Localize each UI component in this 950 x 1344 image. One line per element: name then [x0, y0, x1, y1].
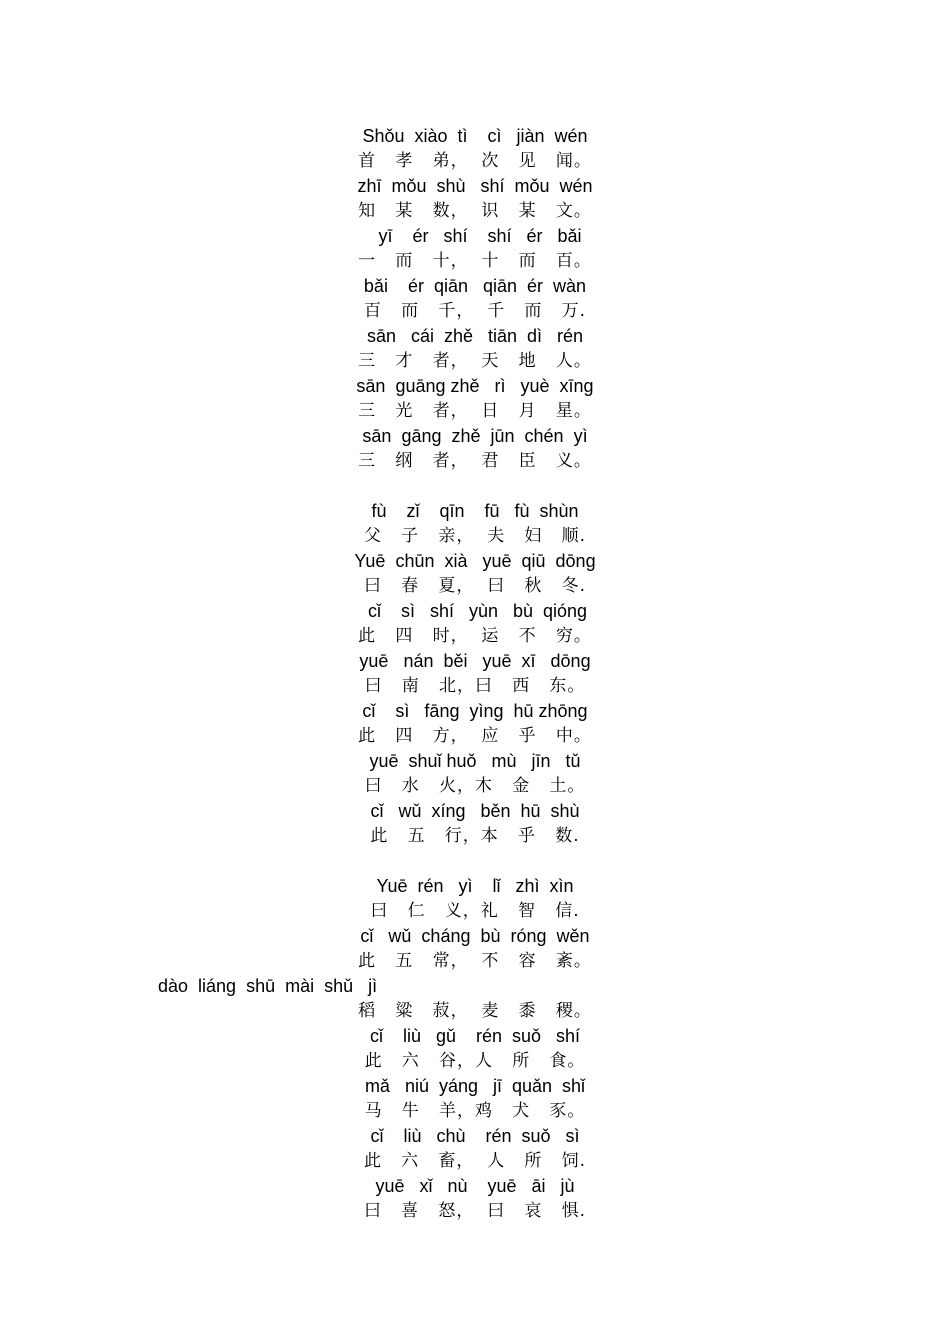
pinyin-line: cǐ wǔ cháng bù róng wěn [360, 926, 590, 946]
pinyin-line: cǐ sì fāng yìng hū zhōng [362, 701, 588, 721]
hanzi-line: 知 某 数， 识 某 文。 [358, 201, 592, 221]
pinyin-line: sān gāng zhě jūn chén yì [362, 426, 588, 446]
hanzi-line: 此 四 方， 应 乎 中。 [358, 726, 592, 746]
pinyin-line: zhī mǒu shù shí mǒu wén [357, 176, 593, 196]
pinyin-line: yuē xǐ nù yuē āi jù [375, 1176, 575, 1196]
hanzi-line: 此 六 畜， 人 所 饲. [363, 1151, 587, 1171]
hanzi-line: 曰 春 夏， 曰 秋 冬. [363, 576, 587, 596]
hanzi-line: 父 子 亲， 夫 妇 顺. [363, 526, 587, 546]
hanzi-line: 三 才 者， 天 地 人。 [358, 351, 592, 371]
hanzi-line: 一 而 十， 十 而 百。 [358, 251, 592, 271]
hanzi-line: 三 纲 者， 君 臣 义。 [358, 451, 592, 471]
hanzi-line: 此 六 谷，人 所 食。 [364, 1051, 586, 1071]
hanzi-line: 马 牛 羊，鸡 犬 豕。 [364, 1101, 586, 1121]
pinyin-line: Yuē chūn xià yuē qiū dōng [354, 551, 596, 571]
pinyin-line: fù zǐ qīn fū fù shùn [371, 501, 579, 521]
pinyin-line: yī ér shí shí ér bǎi [368, 226, 582, 246]
stanza-3 [0, 874, 950, 1224]
pinyin-line: cǐ wǔ xíng běn hū shù [370, 801, 580, 821]
hanzi-line: 曰 仁 义，礼 智 信. [370, 901, 580, 921]
pinyin-line: sān cái zhě tiān dì rén [366, 326, 584, 346]
pinyin-line: cǐ liù chù rén suǒ sì [370, 1126, 580, 1146]
pinyin-line: Shǒu xiào tì cì jiàn wén [362, 126, 588, 146]
hanzi-line: 此 四 时， 运 不 穷。 [358, 626, 592, 646]
pinyin-line: cǐ liù gǔ rén suǒ shí [369, 1026, 581, 1046]
document-page [0, 124, 950, 1224]
hanzi-line: 曰 喜 怒， 曰 哀 惧. [363, 1201, 587, 1221]
hanzi-line: 曰 南 北，曰 西 东。 [364, 676, 586, 696]
hanzi-line: 稻 粱 菽， 麦 黍 稷。 [358, 1001, 592, 1021]
hanzi-line: 此 五 行，本 乎 数. [370, 826, 580, 846]
pinyin-line: mǎ niú yáng jī quǎn shǐ [364, 1076, 586, 1096]
hanzi-line: 首 孝 弟， 次 见 闻。 [358, 151, 592, 171]
hanzi-line: 三 光 者， 日 月 星。 [358, 401, 592, 421]
pinyin-line: sān guāng zhě rì yuè xīng [356, 376, 594, 396]
pinyin-line: dào liáng shū mài shǔ jì [158, 976, 378, 996]
pinyin-line: cǐ sì shí yùn bù qióng [362, 601, 588, 621]
pinyin-line: yuē shuǐ huǒ mù jīn tǔ [369, 751, 581, 771]
pinyin-line: bǎi ér qiān qiān ér wàn [363, 276, 587, 296]
stanza-2 [0, 499, 950, 849]
pinyin-line: Yuē rén yì lǐ zhì xìn [376, 876, 574, 896]
hanzi-line: 百 而 千， 千 而 万. [363, 301, 587, 321]
hanzi-line: 曰 水 火，木 金 土。 [364, 776, 586, 796]
hanzi-line: 此 五 常， 不 容 紊。 [358, 951, 592, 971]
pinyin-line: yuē nán běi yuē xī dōng [359, 651, 591, 671]
stanza-1 [0, 124, 950, 474]
